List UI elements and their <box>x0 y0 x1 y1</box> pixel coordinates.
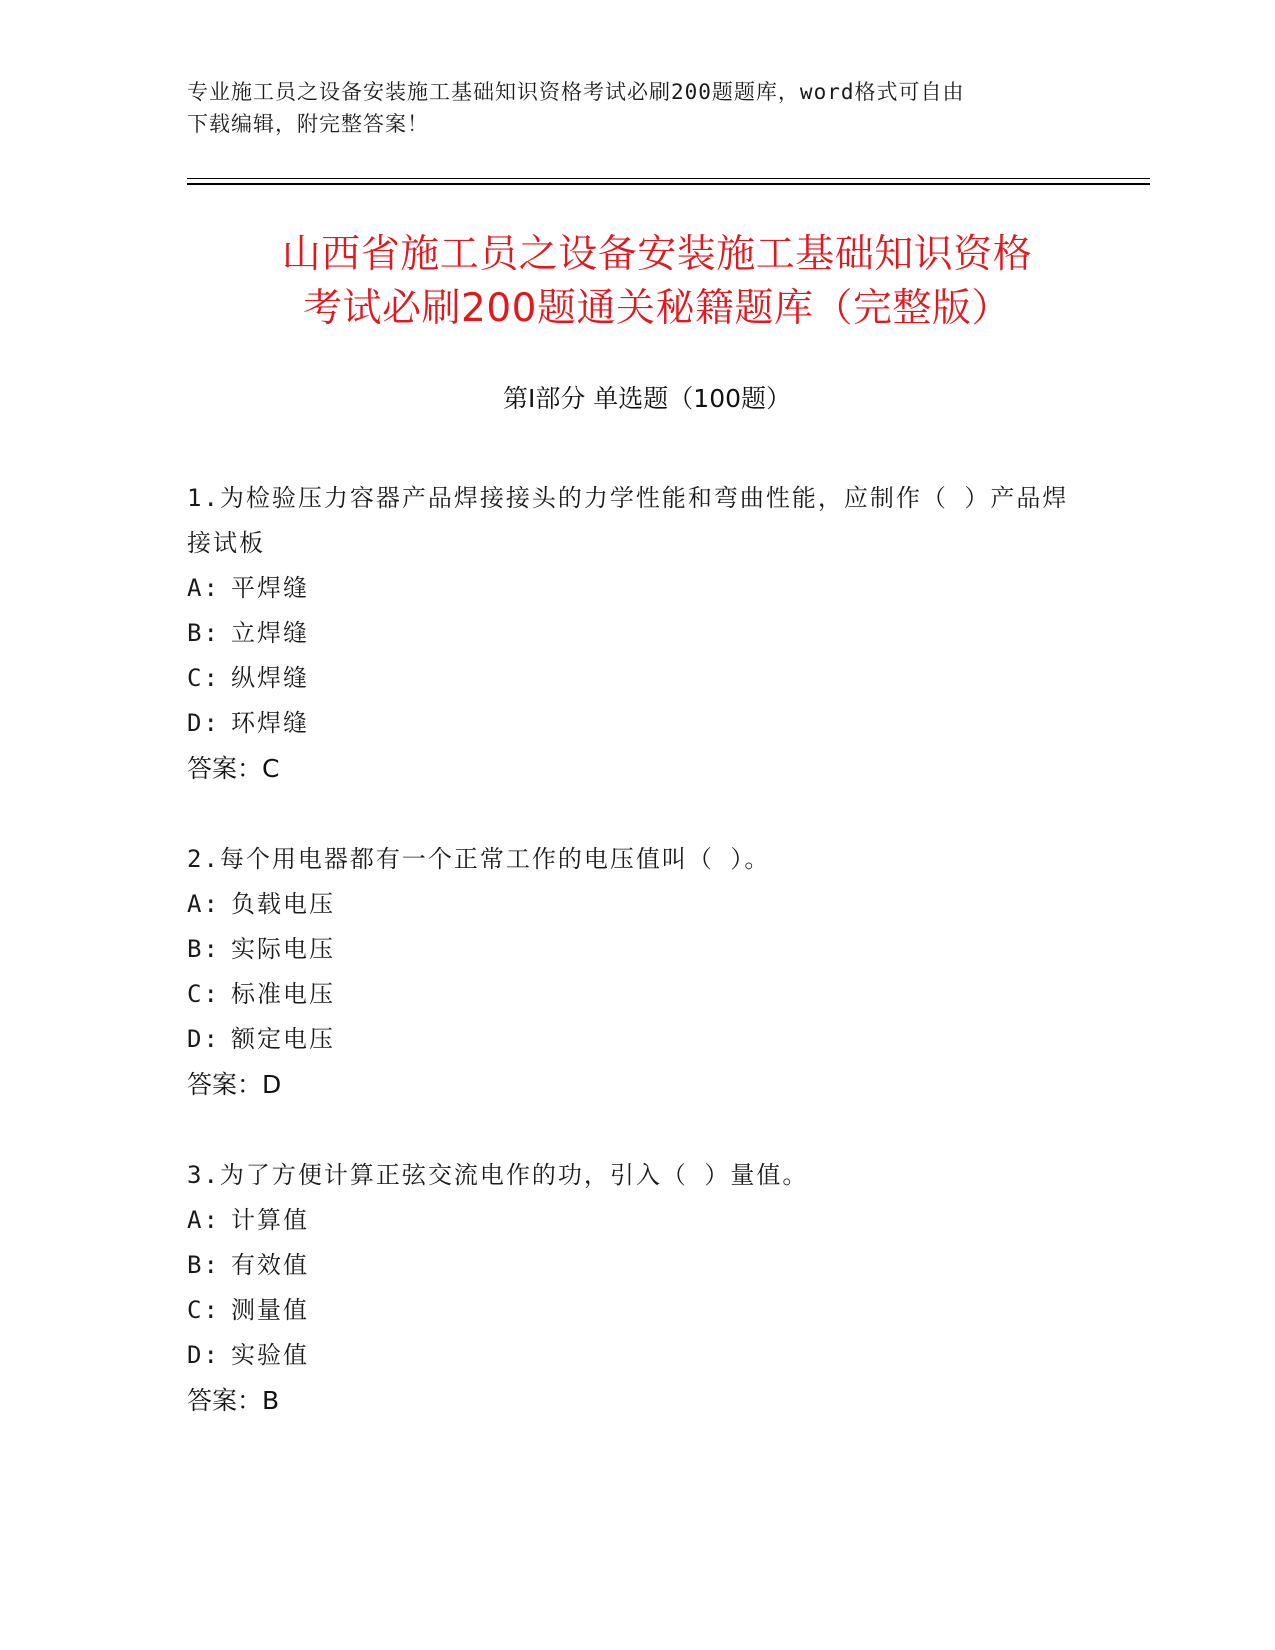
question-item <box>187 476 1087 791</box>
option-text: 环焊缝 <box>231 709 309 737</box>
option-text: 负载电压 <box>231 890 335 918</box>
question-item <box>187 1153 1087 1423</box>
option-key: A: <box>187 890 220 918</box>
option-d <box>187 1333 1087 1378</box>
option-b <box>187 611 1087 656</box>
option-text: 标准电压 <box>231 980 335 1008</box>
option-text: 有效值 <box>231 1251 309 1279</box>
header-divider-thick <box>187 183 1150 185</box>
document-title <box>187 228 1127 336</box>
option-text: 实际电压 <box>231 935 335 963</box>
option-key: B: <box>187 935 220 963</box>
option-text: 平焊缝 <box>231 574 309 602</box>
option-key: A: <box>187 1206 220 1234</box>
option-b <box>187 1243 1087 1288</box>
option-text: 实验值 <box>231 1341 309 1369</box>
option-a <box>187 566 1087 611</box>
option-c <box>187 1288 1087 1333</box>
answer-line: 答案：B <box>187 1386 280 1415</box>
option-a <box>187 1198 1087 1243</box>
header-divider-thin <box>187 178 1150 179</box>
option-text: 额定电压 <box>231 1025 335 1053</box>
option-text: 纵焊缝 <box>231 664 309 692</box>
question-item <box>187 837 1087 1107</box>
option-key: C: <box>187 980 220 1008</box>
document-intro <box>187 76 1067 140</box>
option-b <box>187 927 1087 972</box>
option-key: D: <box>187 709 220 737</box>
option-c <box>187 656 1087 701</box>
question-stem: 2.每个用电器都有一个正常工作的电压值叫（ ）。 <box>187 845 771 873</box>
answer-line: 答案：C <box>187 754 280 783</box>
question-list <box>187 476 1087 1469</box>
option-text: 测量值 <box>231 1296 309 1324</box>
option-c <box>187 972 1087 1017</box>
intro-line-2: 下载编辑，附完整答案！ <box>187 112 429 136</box>
option-key: D: <box>187 1025 220 1053</box>
section-heading: 第Ⅰ部分 单选题（100题） <box>502 384 792 413</box>
option-key: B: <box>187 1251 220 1279</box>
title-line-2: 考试必刷200题通关秘籍题库（完整版） <box>303 286 1011 331</box>
option-key: B: <box>187 619 220 647</box>
option-d <box>187 1017 1087 1062</box>
option-d <box>187 701 1087 746</box>
question-stem: 1.为检验压力容器产品焊接接头的力学性能和弯曲性能，应制作（ ）产品焊接试板 <box>187 484 1069 557</box>
option-key: A: <box>187 574 220 602</box>
option-key: D: <box>187 1341 220 1369</box>
option-key: C: <box>187 664 220 692</box>
answer-line: 答案：D <box>187 1070 282 1099</box>
option-text: 立焊缝 <box>231 619 309 647</box>
option-a <box>187 882 1087 927</box>
intro-line-1: 专业施工员之设备安装施工基础知识资格考试必刷200题题库，word格式可自由 <box>187 80 965 104</box>
option-text: 计算值 <box>231 1206 309 1234</box>
title-line-1: 山西省施工员之设备安装施工基础知识资格 <box>281 232 1033 277</box>
question-stem: 3.为了方便计算正弦交流电作的功，引入（ ）量值。 <box>187 1161 809 1189</box>
option-key: C: <box>187 1296 220 1324</box>
